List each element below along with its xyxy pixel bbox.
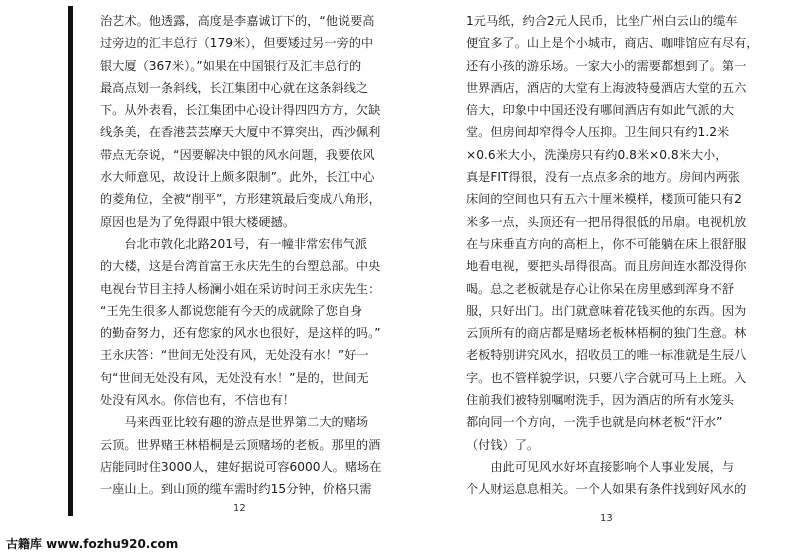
left-page [100, 10, 395, 501]
site-watermark: 古籍库 www.fozhu920.com [6, 537, 179, 551]
text-line: 在与床垂直方向的高柜上，你不可能躺在床上很舒服 [466, 236, 747, 251]
text-line: 马来西亚比较有趣的游点是世界第二大的赌场 [100, 415, 369, 430]
text-line: 倍大，印象中中国还没有哪间酒店有如此气派的大 [466, 103, 735, 118]
left-page-number: 12 [233, 503, 246, 514]
text-line: 一座山上。到山顶的缆车需时约15分钟，价格只需 [100, 482, 372, 497]
text-line: ×0.6米大小，洗澡房只有约0.8米×0.8米大小， [466, 147, 728, 162]
text-line: 1元马纸，约合2元人民币，比坐广州白云山的缆车 [466, 14, 738, 28]
text-line: “王先生很多人都说您能有今天的成就除了您自身 [100, 303, 363, 318]
text-line: 云顶。世界赌王林梧桐是云顶赌场的老板。那里的酒 [100, 437, 381, 452]
text-line: 处没有风水。你信也有，不信也有！ [100, 393, 295, 408]
text-line: 个人财运息息相关。一个人如果有条件找到好风水的 [466, 482, 747, 497]
text-line: 的菱角位，全被“削平”，方形建筑最后变成八角形， [100, 192, 381, 207]
text-line: 王永庆答：“世间无处没有风，无处没有水！”好一 [100, 348, 369, 363]
text-line: 过旁边的汇丰总行（179米），但要矮过另一旁的中 [100, 36, 374, 51]
text-line: 水大师意见，故设计上颇多限制”。此外，长江中心 [100, 170, 375, 185]
text-line: 的勤奋努力，还有您家的风水也很好，是这样的吗。” [100, 326, 381, 341]
text-line: 句“世间无处没有风，无处没有水！”是的，世间无 [100, 370, 369, 385]
text-line: 由此可见风水好坏直接影响个人事业发展，与 [466, 459, 735, 474]
text-line: 字。也不管样貌学识，只要八字合就可马上上班。入 [466, 370, 747, 385]
text-line: 台北市敦化北路201号，有一幢非常宏伟气派 [100, 236, 368, 251]
text-line: 住前我们被特别嘱咐洗手，因为酒店的所有水笼头 [466, 393, 735, 408]
text-line: 电视台节目主持人杨澜小姐在采访时问王永庆先生： [100, 281, 381, 296]
text-line: 最高点划一条斜线，长江集团中心就在这条斜线之 [100, 80, 369, 95]
binding-spine-bar [68, 6, 73, 516]
text-line: 原因也是为了免得跟中银大楼硬撼。 [100, 214, 295, 229]
text-line: 云顶所有的商店都是赌场老板林梧桐的独门生意。林 [466, 326, 747, 341]
text-line: 下。从外表看，长江集团中心设计得四四方方，欠缺 [100, 103, 381, 118]
text-line: 治艺术。他透露，高度是李嘉诚订下的，“他说要高 [100, 14, 375, 28]
text-line: 还有小孩的游乐场。一家大小的需要都想到了。第一 [466, 58, 747, 73]
text-line: 服，只好出门。出门就意味着花钱买他的东西。因为 [466, 303, 747, 318]
right-page [466, 10, 766, 501]
text-line: 线条美，在香港芸芸摩天大厦中不算突出，西沙佩利 [100, 125, 381, 140]
text-line: 都向同一个方向，一洗手也就是向林老板“汗水” [466, 415, 723, 430]
text-line: 银大厦（367米）。”如果在中国银行及汇丰总行的 [100, 58, 362, 73]
text-line: 真是FIT得很，没有一点点多余的地方。房间内两张 [466, 170, 740, 185]
text-line: 床间的空间也只有五六十厘米模样，楼顶可能只有2 [466, 192, 742, 207]
text-line: 带点无奈说，“因要解决中银的风水问题，我要依风 [100, 147, 375, 162]
text-line: 地看电视，要把头昂得很高。而且房间连水都没得你 [466, 259, 747, 274]
text-line: 店能同时住3000人，建好据说可容6000人。赌场在 [100, 459, 382, 474]
text-line: 的大楼，这是台湾首富王永庆先生的台塑总部。中央 [100, 259, 381, 274]
text-line: （付钱）了。 [466, 437, 540, 452]
text-line: 喝。总之老板就是存心让你呆在房里感到浑身不舒 [466, 281, 735, 296]
right-page-number: 13 [600, 513, 613, 524]
text-line: 世界酒店，酒店的大堂有上海波特曼酒店大堂的五六 [466, 80, 747, 95]
text-line: 米多一点，头顶还有一把吊得很低的吊扇。电视机放 [466, 214, 747, 229]
text-line: 便宜多了。山上是个小城市，商店、咖啡馆应有尽有， [466, 36, 759, 51]
text-line: 老板特别讲究风水，招收员工的唯一标准就是生辰八 [466, 348, 747, 363]
text-line: 堂。但房间却窄得令人压抑。卫生间只有约1.2米 [466, 125, 730, 140]
